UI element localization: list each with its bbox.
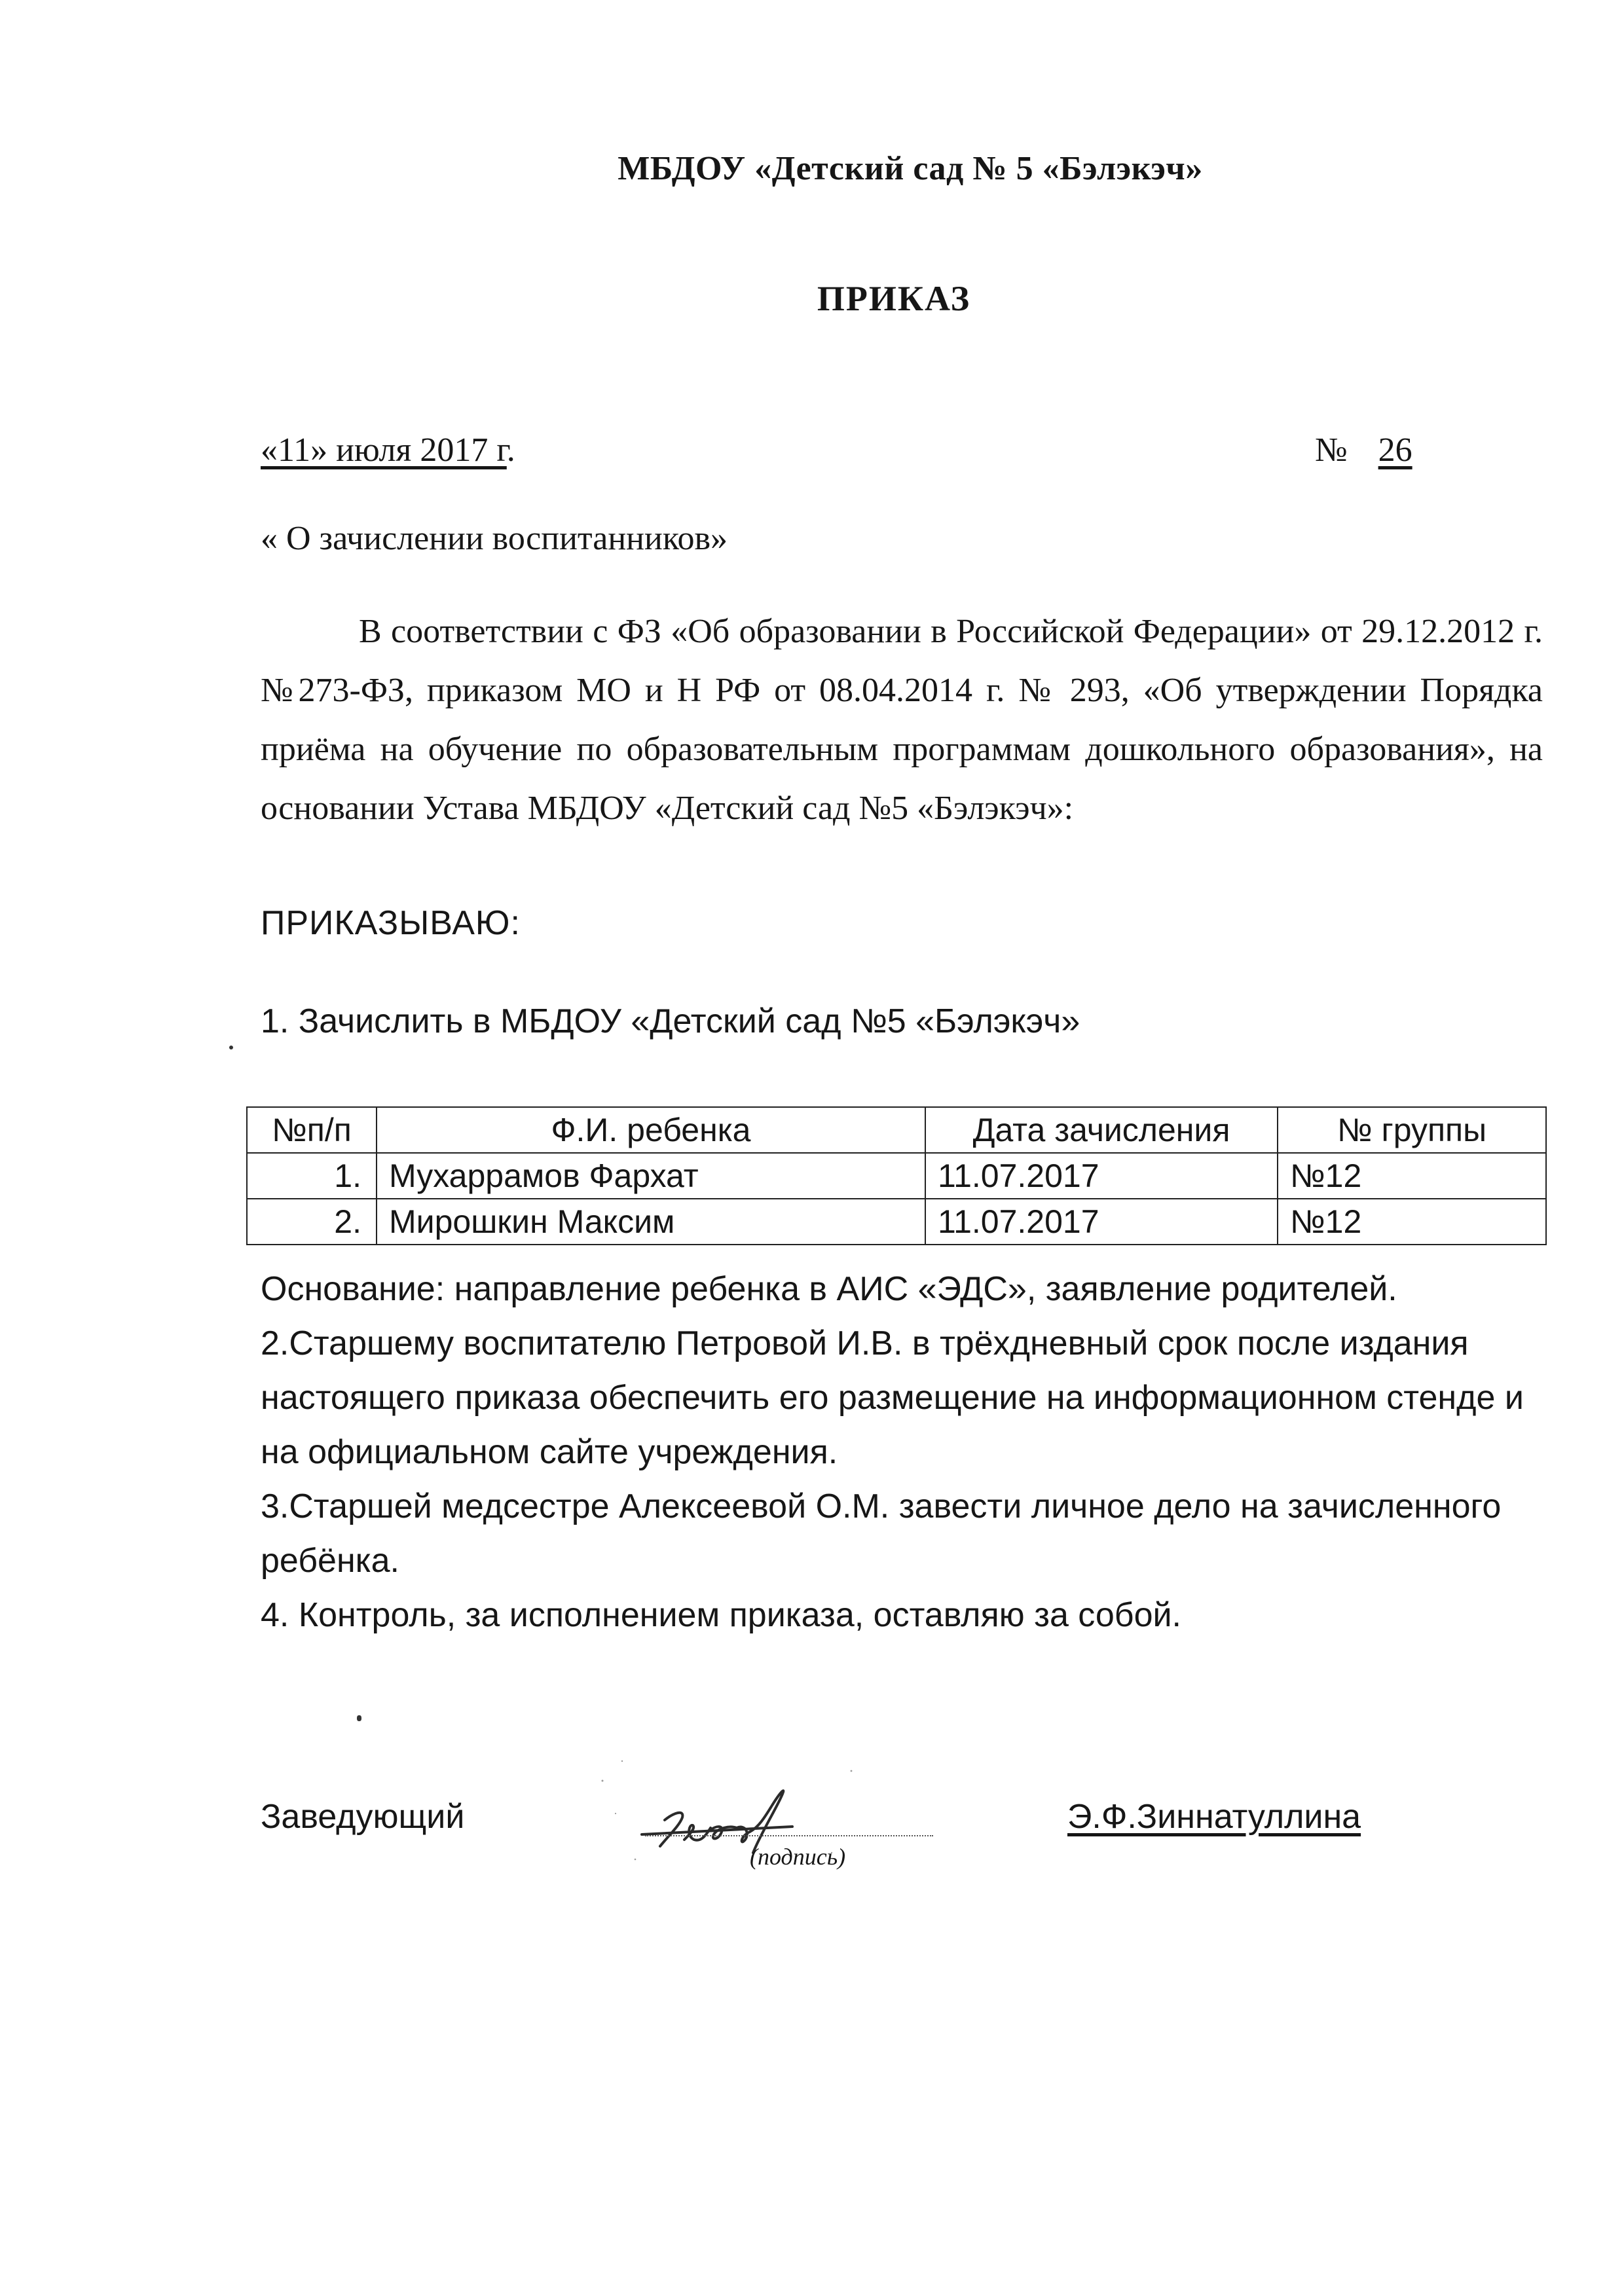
column-header-number: №п/п — [247, 1107, 377, 1153]
preamble-paragraph: В соответствии с ФЗ «Об образовании в Российской Федерации» от 29.12.2012 г. №273-ФЗ, приказом МО и Н РФ от 08.04.2014 г. № 293, «Об утверждении Порядка приёма на обучение по образовательным программам дошкольного образования», на основании Устава МБДОУ «Детский сад №5 «Бэлэкэч»: — [261, 613, 1543, 827]
cell-group: №12 — [1278, 1153, 1546, 1199]
enrollment-table — [246, 1106, 1547, 1245]
signer-position: Заведующий — [261, 1798, 465, 1836]
organization-title: МБДОУ «Детский сад № 5 «Бэлэкэч» — [618, 150, 1203, 187]
column-header-child-name: Ф.И. ребенка — [377, 1107, 925, 1153]
cell-number: 2. — [247, 1199, 377, 1245]
order-number-value: 26 — [1378, 431, 1412, 469]
order-subject: « О зачислении воспитанников» — [261, 520, 728, 557]
order-number — [1315, 431, 1435, 469]
cell-child-name: Мирошкин Максим — [377, 1199, 925, 1245]
table-header-row — [247, 1107, 1546, 1153]
table-row — [247, 1153, 1546, 1199]
order-number-label: № — [1315, 431, 1348, 469]
cell-enroll-date: 11.07.2017 — [925, 1153, 1278, 1199]
signature-caption: (подпись) — [750, 1844, 846, 1870]
document-type-heading: ПРИКАЗ — [817, 279, 971, 318]
order-date-dot: . — [506, 431, 515, 469]
cell-number: 1. — [247, 1153, 377, 1199]
scan-speck — [229, 1046, 233, 1049]
basis-paragraph: Основание: направление ребенка в АИС «ЭДС», заявление родителей. — [261, 1270, 1397, 1308]
cell-child-name: Мухаррамов Фархат — [377, 1153, 925, 1199]
order-date — [261, 431, 515, 469]
order-date-value: «11» июля 2017 г — [261, 431, 507, 469]
cell-group: №12 — [1278, 1199, 1546, 1245]
order-items-block — [261, 1262, 1557, 1643]
order-directive: ПРИКАЗЫВАЮ: — [261, 904, 521, 942]
column-header-group: № группы — [1278, 1107, 1546, 1153]
cell-enroll-date: 11.07.2017 — [925, 1199, 1278, 1245]
signer-name: Э.Ф.Зиннатуллина — [1067, 1798, 1361, 1836]
table-row — [247, 1199, 1546, 1245]
item-1-enroll: 1. Зачислить в МБДОУ «Детский сад №5 «Бэлэкэч» — [261, 1002, 1080, 1040]
item-2-paragraph: 2.Старшему воспитателю Петровой И.В. в трёхдневный срок после издания настоящего приказа обеспечить его размещение на информационном стенде и на официальном сайте учреждения. — [261, 1324, 1524, 1471]
scan-speck — [357, 1715, 361, 1721]
column-header-enroll-date: Дата зачисления — [925, 1107, 1278, 1153]
item-4-paragraph: 4. Контроль, за исполнением приказа, оставляю за собой. — [261, 1596, 1182, 1634]
item-3-paragraph: 3.Старшей медсестре Алексеевой О.М. завести личное дело на зачисленного ребёнка. — [261, 1487, 1502, 1580]
signature-line — [645, 1835, 933, 1836]
